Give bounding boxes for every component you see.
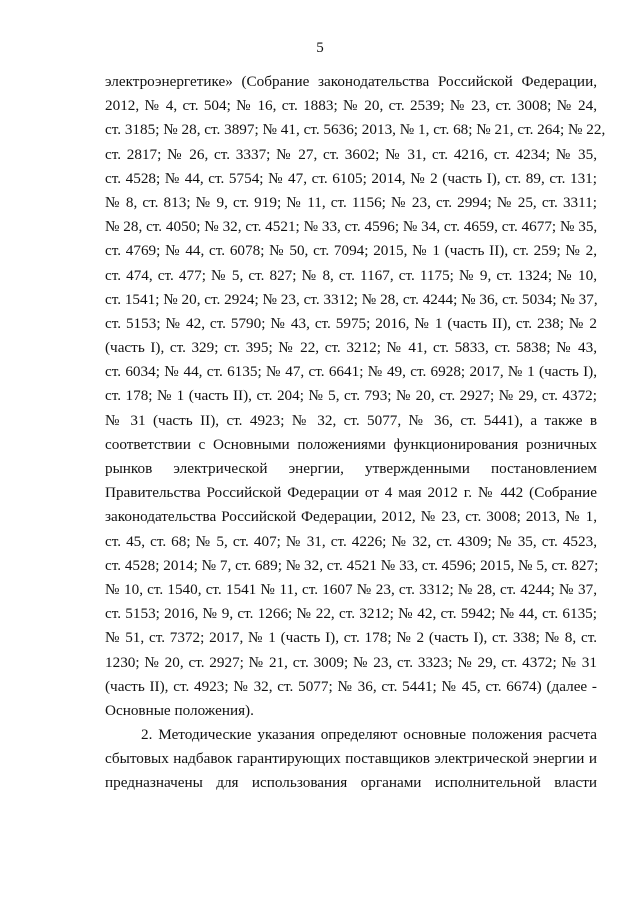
text-line: № 10, ст. 1540, ст. 1541 № 11, ст. 1607 № 23, ст. 3312; № 28, ст. 4244; № 37, bbox=[105, 580, 597, 598]
text-line: законодательства Российской Федерации, 2012, № 23, ст. 3008; 2013, № 1, bbox=[105, 508, 597, 526]
text-line: 2012, № 4, ст. 504; № 16, ст. 1883; № 20, ст. 2539; № 23, ст. 3008; № 24, bbox=[105, 97, 597, 115]
text-line: ст. 5153; № 42, ст. 5790; № 43, ст. 5975; 2016, № 1 (часть II), ст. 238; № 2 bbox=[105, 314, 597, 332]
paragraph-2-first-line: 2. Методические указания определяют основные положения расчета bbox=[141, 726, 597, 744]
text-line: электроэнергетике» (Собрание законодательства Российской Федерации, bbox=[105, 73, 597, 90]
text-line: ст. 3185; № 28, ст. 3897; № 41, ст. 5636; 2013, № 1, ст. 68; № 21, ст. 264; № 22, bbox=[105, 121, 606, 139]
body-text bbox=[105, 70, 606, 796]
text-line: ст. 2817; № 26, ст. 3337; № 27, ст. 3602; № 31, ст. 4216, ст. 4234; № 35, bbox=[105, 145, 597, 163]
text-line: Правительства Российской Федерации от 4 мая 2012 г. № 442 (Собрание bbox=[105, 484, 597, 502]
page-number: 5 bbox=[316, 40, 324, 56]
text-line: ст. 45, ст. 68; № 5, ст. 407; № 31, ст. 4226; № 32, ст. 4309; № 35, ст. 4523, bbox=[105, 532, 597, 550]
text-line: ст. 5153; 2016, № 9, ст. 1266; № 22, ст. 3212; № 42, ст. 5942; № 44, ст. 6135; bbox=[105, 605, 597, 623]
text-line: ст. 6034; № 44, ст. 6135; № 47, ст. 6641; № 49, ст. 6928; 2017, № 1 (часть I), bbox=[105, 363, 597, 381]
text-line: (часть II), ст. 4923; № 32, ст. 5077; № 36, ст. 5441; № 45, ст. 6674) (далее - bbox=[105, 677, 597, 695]
text-line: ст. 1541; № 20, ст. 2924; № 23, ст. 3312; № 28, ст. 4244; № 36, ст. 5034; № 37, bbox=[105, 290, 598, 308]
text-line: № 51, ст. 7372; 2017, № 1 (часть I), ст. 178; № 2 (часть I), ст. 338; № 8, ст. bbox=[105, 629, 597, 647]
text-line: ст. 4528; № 44, ст. 5754; № 47, ст. 6105; 2014, № 2 (часть I), ст. 89, ст. 131; bbox=[105, 169, 597, 187]
text-line: № 31 (часть II), ст. 4923; № 32, ст. 5077, № 36, ст. 5441), а также в bbox=[105, 411, 597, 429]
text-line: ст. 178; № 1 (часть II), ст. 204; № 5, ст. 793; № 20, ст. 2927; № 29, ст. 4372; bbox=[105, 387, 597, 405]
text-line: соответствии с Основными положениями функционирования розничных bbox=[105, 435, 597, 453]
text-line: № 28, ст. 4050; № 32, ст. 4521; № 33, ст. 4596; № 34, ст. 4659, ст. 4677; № 35, bbox=[105, 218, 598, 236]
text-line: рынков электрической энергии, утвержденными постановлением bbox=[105, 460, 597, 477]
text-line: Основные положения). bbox=[105, 701, 254, 719]
text-line: 1230; № 20, ст. 2927; № 21, ст. 3009; № 23, ст. 3323; № 29, ст. 4372; № 31 bbox=[105, 653, 597, 671]
text-line: ст. 4769; № 44, ст. 6078; № 50, ст. 7094; 2015, № 1 (часть II), ст. 259; № 2, bbox=[105, 242, 597, 260]
text-line: (часть I), ст. 329; ст. 395; № 22, ст. 3212; № 41, ст. 5833, ст. 5838; № 43, bbox=[105, 339, 597, 357]
text-line: ст. 474, ст. 477; № 5, ст. 827; № 8, ст. 1167, ст. 1175; № 9, ст. 1324; № 10, bbox=[105, 266, 597, 284]
text-line: № 8, ст. 813; № 9, ст. 919; № 11, ст. 1156; № 23, ст. 2994; № 25, ст. 3311; bbox=[105, 193, 597, 211]
text-line: сбытовых надбавок гарантирующих поставщиков электрической энергии и bbox=[105, 750, 597, 768]
text-line: предназначены для использования органами исполнительной власти bbox=[105, 774, 597, 792]
text-line: ст. 4528; 2014; № 7, ст. 689; № 32, ст. 4521 № 33, ст. 4596; 2015, № 5, ст. 827; bbox=[105, 556, 599, 574]
